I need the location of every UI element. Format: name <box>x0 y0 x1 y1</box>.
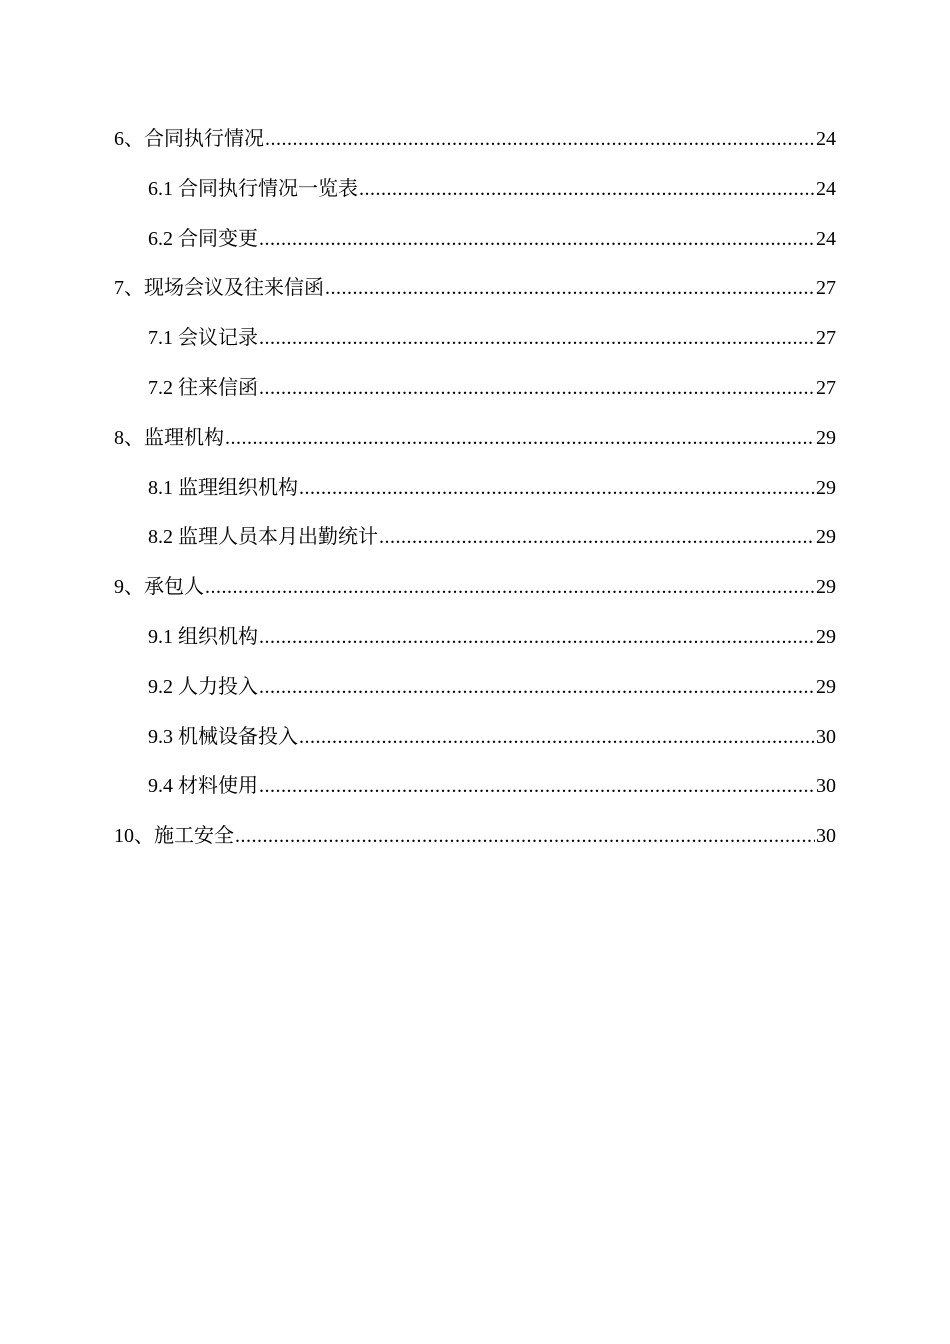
toc-entry-title: 8.1 监理组织机构 <box>148 476 298 499</box>
table-of-contents <box>0 115 950 862</box>
toc-entry[interactable] <box>0 812 950 862</box>
toc-entry-title: 7.1 会议记录 <box>148 327 258 350</box>
toc-entry[interactable] <box>0 613 950 663</box>
toc-entry-page: 30 <box>816 775 836 798</box>
toc-entry-page: 30 <box>816 825 836 848</box>
toc-entry-page: 29 <box>816 576 836 599</box>
toc-entry-title: 9.1 组织机构 <box>148 625 258 648</box>
toc-entry-title: 8、监理机构 <box>114 426 224 449</box>
toc-entry-title: 6.2 合同变更 <box>148 227 258 250</box>
toc-entry[interactable] <box>0 513 950 563</box>
toc-dot-leader <box>259 215 815 265</box>
toc-dot-leader <box>379 513 815 563</box>
toc-entry-page: 24 <box>816 227 836 250</box>
toc-entry-title: 6.1 合同执行情况一览表 <box>148 177 358 200</box>
toc-entry[interactable] <box>0 464 950 514</box>
toc-entry-page: 27 <box>816 327 836 350</box>
toc-dot-leader <box>259 762 815 812</box>
toc-entry-page: 29 <box>816 476 836 499</box>
toc-entry-title: 9.4 材料使用 <box>148 775 258 798</box>
toc-entry-title: 9.3 机械设备投入 <box>148 725 298 748</box>
toc-entry[interactable] <box>0 165 950 215</box>
toc-entry-title: 9、承包人 <box>114 576 204 599</box>
toc-dot-leader <box>299 713 815 763</box>
toc-dot-leader <box>359 165 815 215</box>
toc-dot-leader <box>205 563 815 613</box>
toc-dot-leader <box>259 314 815 364</box>
toc-entry-page: 24 <box>816 128 836 150</box>
toc-dot-leader <box>259 364 815 414</box>
toc-entry[interactable] <box>0 713 950 763</box>
toc-entry[interactable] <box>0 115 950 165</box>
toc-entry[interactable] <box>0 264 950 314</box>
toc-entry-title: 6、合同执行情况 <box>114 128 264 150</box>
toc-entry[interactable] <box>0 663 950 713</box>
toc-dot-leader <box>225 414 815 464</box>
toc-entry-page: 24 <box>816 177 836 200</box>
toc-entry-title: 8.2 监理人员本月出勤统计 <box>148 526 378 549</box>
toc-entry[interactable] <box>0 314 950 364</box>
toc-dot-leader <box>299 464 815 514</box>
toc-entry-title: 9.2 人力投入 <box>148 675 258 698</box>
toc-entry-page: 29 <box>816 675 836 698</box>
toc-entry-title: 7.2 往来信函 <box>148 376 258 399</box>
toc-entry[interactable] <box>0 215 950 265</box>
toc-entry-title: 7、现场会议及往来信函 <box>114 277 324 300</box>
toc-entry[interactable] <box>0 364 950 414</box>
toc-entry-page: 29 <box>816 625 836 648</box>
toc-dot-leader <box>265 115 815 165</box>
toc-entry-page: 29 <box>816 526 836 549</box>
toc-entry-title: 10、施工安全 <box>114 825 234 848</box>
toc-entry[interactable] <box>0 414 950 464</box>
toc-entry-page: 27 <box>816 376 836 399</box>
toc-entry-page: 27 <box>816 277 836 300</box>
toc-dot-leader <box>325 264 815 314</box>
toc-entry[interactable] <box>0 563 950 613</box>
toc-entry-page: 30 <box>816 725 836 748</box>
toc-entry-page: 29 <box>816 426 836 449</box>
toc-dot-leader <box>259 613 815 663</box>
toc-dot-leader <box>259 663 815 713</box>
toc-dot-leader <box>235 812 815 862</box>
toc-entry[interactable] <box>0 762 950 812</box>
